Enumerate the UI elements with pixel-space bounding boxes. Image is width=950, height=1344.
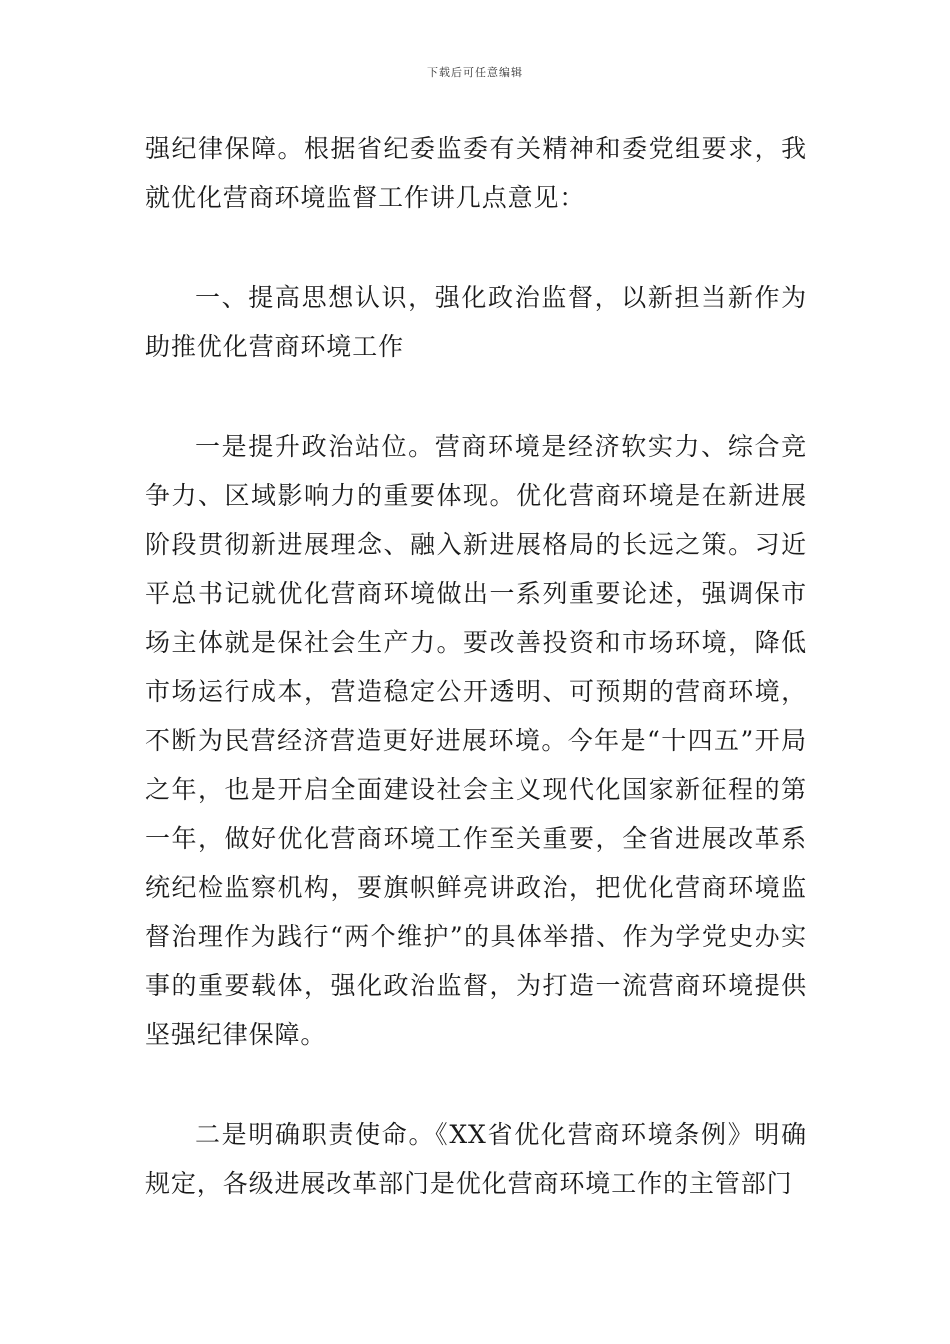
page-header: 下载后可任意编辑 [427,66,523,79]
section-heading-1: 一、提高思想认识，强化政治监督，以新担当新作为助推优化营商环境工作 [145,283,807,361]
paragraph-continuation: 强纪律保障。根据省纪委监委有关精神和委党组要求，我就优化营商环境监督工作讲几点意见： [145,134,807,212]
paragraph-gap [145,222,807,273]
paragraph-point-2: 二是明确职责使命。《XX省优化营商环境条例》明确规定，各级进展改革部门是优化营商环境工作的主管部门 [145,1120,807,1198]
document-body [145,124,807,1208]
paragraph-point-1: 一是提升政治站位。营商环境是经济软实力、综合竞争力、区域影响力的重要体现。优化营商环境是在新进展阶段贯彻新进展理念、融入新进展格局的长远之策。习近平总书记就优化营商环境做出一系列重要论述，强调保市场主体就是保社会生产力。要改善投资和市场环境，降低市场运行成本，营造稳定公开透明、可预期的营商环境，不断为民营经济营造更好进展环境。今年是“十四五”开局之年，也是开启全面建设社会主义现代化国家新征程的第一年，做好优化营商环境工作至关重要，全省进展改革系统纪检监察机构，要旗帜鲜亮讲政治，把优化营商环境监督治理作为践行“两个维护”的具体举措、作为学党史办实事的重要载体，强化政治监督，为打造一流营商环境提供坚强纪律保障。 [145,432,807,1049]
paragraph-gap [145,1059,807,1110]
paragraph-gap [145,371,807,422]
